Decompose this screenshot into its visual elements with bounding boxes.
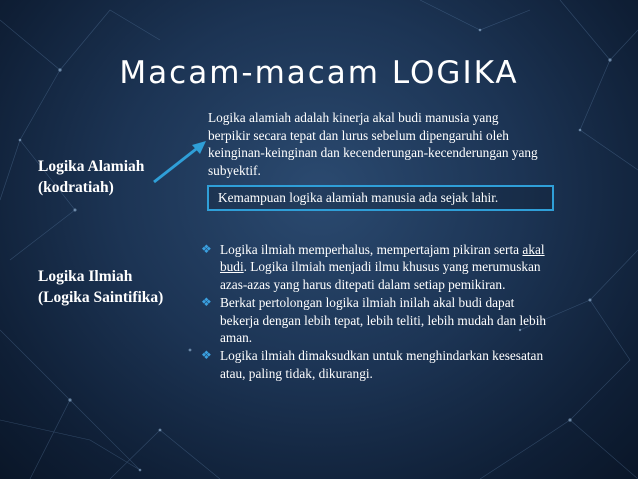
underlined-text: budi bbox=[220, 259, 244, 275]
diamond-bullet-icon: ❖ bbox=[201, 348, 212, 363]
bullet-item bbox=[201, 294, 581, 346]
bullet-line: aman. bbox=[220, 330, 253, 346]
diamond-bullet-icon: ❖ bbox=[201, 242, 212, 256]
description-line: subyektif. bbox=[208, 162, 261, 178]
term-logika-alamiah-line1: Logika Alamiah bbox=[38, 158, 145, 175]
bullet-line bbox=[220, 258, 581, 275]
term-logika-ilmiah-line2: (Logika Saintifika) bbox=[38, 289, 164, 306]
description-line: berpikir secara tepat dan lurus sebelum dipengaruhi oleh bbox=[208, 127, 509, 143]
description-line: Logika alamiah adalah kinerja akal budi manusia yang bbox=[208, 110, 499, 125]
bullet-line: Logika ilmiah dimaksudkan untuk menghindarkan kesesatan bbox=[220, 348, 544, 364]
bullet-text: . Logika ilmiah menjadi ilmu khusus yang merumuskan bbox=[243, 259, 541, 275]
bullet-line: atau, paling tidak, dikurangi. bbox=[220, 365, 373, 381]
arrow-icon bbox=[150, 138, 210, 186]
term-logika-alamiah-line2: (kodratiah) bbox=[38, 179, 114, 196]
slide-title: Macam-macam LOGIKA bbox=[119, 55, 519, 91]
bullet-line bbox=[220, 241, 581, 258]
bullet-line: bekerja dengan lebih tepat, lebih teliti, lebih mudah dan lebih bbox=[220, 312, 547, 328]
term-logika-alamiah bbox=[38, 156, 144, 198]
logika-ilmiah-bullets bbox=[201, 241, 581, 383]
bullet-item bbox=[201, 347, 581, 382]
bullet-text: Logika ilmiah memperhalus, mempertajam pikiran serta bbox=[220, 242, 523, 257]
bullet-line: azas-azas yang harus ditepati dalam setiap pemikiran. bbox=[220, 276, 506, 292]
bullet-item bbox=[201, 241, 581, 293]
description-line: keinginan-keinginan dan kecenderungan-kecenderungan yang bbox=[208, 145, 538, 161]
term-logika-ilmiah-line1: Logika Ilmiah bbox=[38, 268, 133, 285]
logika-alamiah-description bbox=[208, 109, 568, 179]
term-logika-ilmiah bbox=[38, 266, 163, 308]
bullet-line: Berkat pertolongan logika ilmiah inilah akal budi dapat bbox=[220, 295, 515, 311]
highlight-box: Kemampuan logika alamiah manusia ada sejak lahir. bbox=[207, 185, 554, 211]
underlined-text: akal bbox=[522, 242, 545, 257]
diamond-bullet-icon: ❖ bbox=[201, 295, 212, 310]
